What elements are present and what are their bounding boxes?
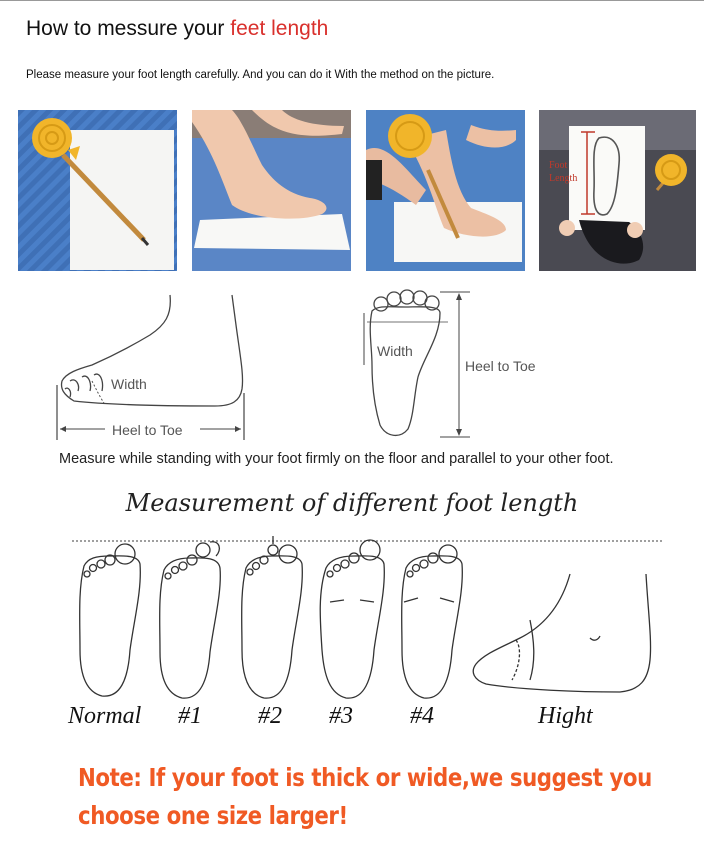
- label-high: Hight: [538, 703, 593, 729]
- title-prefix: How to messure your: [26, 17, 231, 40]
- note-line-1: Note: If your foot is thick or wide,we suggest you: [78, 763, 652, 792]
- top-view-foot: [370, 290, 440, 435]
- note-line-2: choose one size larger!: [78, 801, 348, 830]
- label-type-4: #4: [410, 703, 434, 729]
- page-title: [26, 17, 328, 41]
- size-note: [78, 759, 652, 835]
- top-length-label: Heel to Toe: [465, 358, 536, 374]
- photo-tracing-foot: [366, 110, 525, 271]
- foot-type-1: [160, 542, 221, 698]
- label-type-1: #1: [178, 703, 202, 729]
- foot-length-label-1: Foot: [549, 160, 568, 171]
- photo-paper-and-pen: [18, 110, 177, 271]
- measure-caption: Measure while standing with your foot firmly on the floor and parallel to your other foot.: [59, 451, 614, 467]
- measure-diagram: [0, 285, 704, 450]
- label-type-2: #2: [258, 703, 282, 729]
- foot-type-4: [402, 545, 463, 698]
- top-width-label: Width: [377, 343, 413, 359]
- foot-type-3: [320, 540, 384, 698]
- foot-length-label-2: Length: [549, 173, 578, 184]
- label-normal: Normal: [68, 703, 142, 729]
- side-width-label: Width: [111, 376, 147, 392]
- side-length-label: Heel to Toe: [112, 422, 183, 438]
- foot-high-arch: [473, 574, 650, 692]
- photo-foot-on-paper: [192, 110, 351, 271]
- side-view-foot: [62, 295, 243, 406]
- foot-type-2: [242, 536, 303, 698]
- photo-foot-length: [539, 110, 696, 271]
- title-highlight: feet length: [230, 17, 329, 40]
- instruction-text: Please measure your foot length carefully. And you can do it With the method on the picture.: [26, 69, 495, 81]
- foot-normal: [80, 544, 141, 696]
- top-divider: [0, 0, 704, 1]
- foot-types-title: Measurement of different foot length: [125, 489, 579, 517]
- label-type-3: #3: [329, 703, 353, 729]
